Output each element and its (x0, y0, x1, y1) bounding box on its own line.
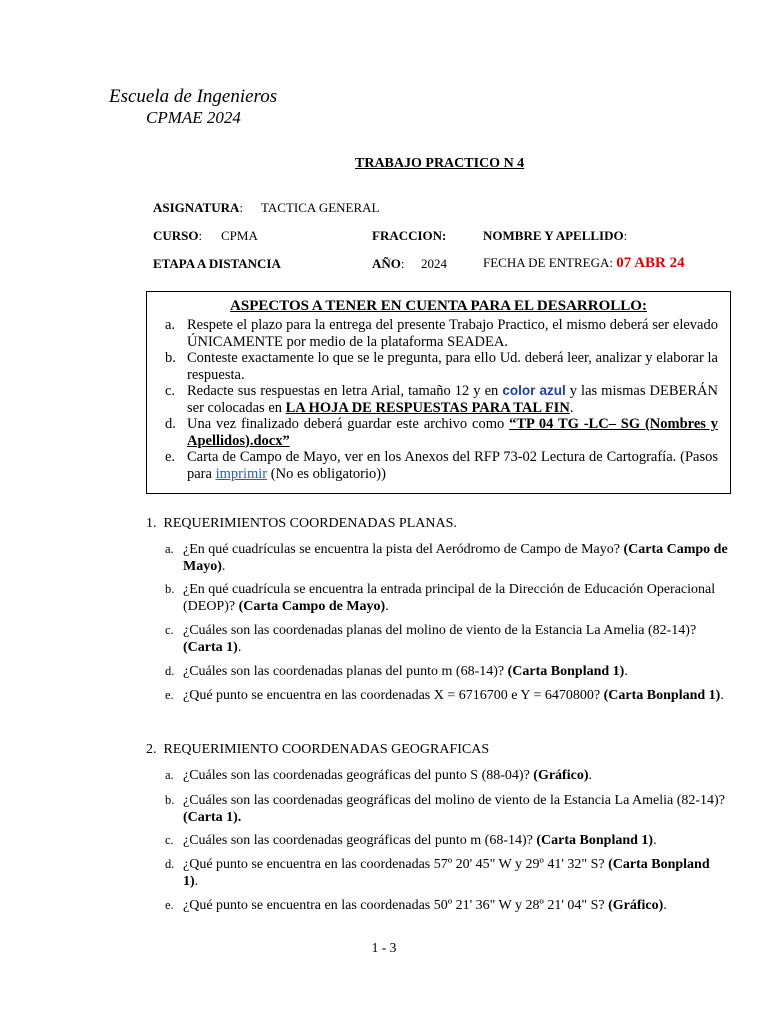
section-2-header (146, 742, 489, 758)
fecha-label: FECHA DE ENTREGA (483, 255, 610, 270)
question-reference: (Carta Bonpland 1) (507, 664, 625, 679)
item-marker: b. (165, 350, 176, 366)
item-text: Una vez finalizado deberá guardar este archivo como (187, 416, 510, 432)
page-number: 1 - 3 (371, 940, 397, 955)
question-marker: c. (165, 623, 174, 637)
asignatura-label: ASIGNATURA (153, 200, 240, 215)
section-number: 1. (146, 516, 157, 531)
item-marker: a. (165, 317, 176, 333)
question-marker: e. (165, 688, 174, 702)
question-item (165, 687, 728, 704)
blue-text: color azul (502, 383, 566, 398)
question-item (165, 897, 728, 914)
question-item (165, 856, 728, 890)
instruction-item (163, 383, 718, 416)
question-item (165, 832, 728, 849)
instructions-title: ASPECTOS A TENER EN CUENTA PARA EL DESARROLLO: (230, 298, 647, 314)
instruction-item (163, 350, 718, 383)
question-marker: a. (165, 542, 174, 556)
program-name: CPMAE 2024 (146, 108, 241, 127)
document-title: TRABAJO PRACTICO N 4 (355, 156, 525, 171)
question-text: ¿Cuáles son las coordenadas planas del punto m (68-14)? (183, 664, 508, 679)
question-marker: c. (165, 833, 174, 847)
question-suffix: . (237, 640, 242, 655)
question-suffix: . (221, 559, 226, 574)
question-suffix: . (720, 688, 724, 703)
section-number: 2. (146, 742, 157, 757)
question-reference: (Carta Bonpland 1) (536, 833, 654, 848)
question-marker: d. (165, 664, 175, 678)
question-text: ¿Cuáles son las coordenadas geográficas del punto S (88-04)? (183, 768, 534, 783)
question-item (165, 622, 728, 656)
filename-text: “TP 04 TG -LC– SG (Nombres y Apellidos).docx” (187, 416, 718, 449)
question-reference: (Carta 1) (183, 640, 238, 655)
item-text: . (569, 399, 574, 416)
item-marker: c. (165, 383, 176, 399)
question-item (165, 767, 728, 784)
question-marker: e. (165, 898, 174, 912)
anio-label: AÑO (372, 256, 401, 271)
nombre-label: NOMBRE Y APELLIDO (483, 228, 624, 243)
fraccion-label: FRACCION: (372, 228, 447, 243)
etapa-label: ETAPA A DISTANCIA (153, 256, 281, 271)
question-text: ¿Qué punto se encuentra en las coordenadas X = 6716700 e Y = 6470800? (183, 688, 604, 703)
fecha-field: FECHA DE ENTREGA: 07 ABR 24 (483, 255, 685, 271)
question-text: ¿Cuáles son las coordenadas geográficas del molino de viento de la Estancia La Amelia (82-14)? (183, 793, 725, 808)
question-text: ¿Cuáles son las coordenadas geográficas del punto m (68-14)? (183, 833, 537, 848)
fecha-value: 07 ABR 24 (616, 255, 685, 271)
section-title: REQUERIMIENTO COORDENADAS GEOGRAFICAS (163, 742, 490, 757)
question-suffix: . (385, 599, 389, 614)
question-text: ¿En qué cuadrícula se encuentra la entrada principal de la Dirección de Educación Operacional (DEOP)? (183, 582, 716, 614)
question-reference: (Carta 1). (183, 810, 242, 825)
question-text: ¿Qué punto se encuentra en las coordenadas 57º 20' 45" W y 29º 41' 32" S? (183, 857, 609, 872)
instructions-box (146, 291, 731, 494)
curso-field: CURSO: (153, 228, 203, 243)
imprimir-link[interactable]: imprimir (215, 465, 268, 482)
item-marker: e. (165, 449, 176, 465)
question-text: ¿Qué punto se encuentra en las coordenadas 50º 21' 36" W y 28º 21' 04" S? (183, 898, 609, 913)
question-marker: d. (165, 857, 175, 871)
item-text: y las mismas DEBERÁN ser colocadas en (187, 383, 718, 416)
question-reference: (Carta Bonpland 1) (183, 857, 710, 889)
item-text: Carta de Campo de Mayo, ver en los Anexos del RFP 73-02 Lectura de Cartografía. (Pasos para (187, 449, 718, 482)
section-1-header (146, 516, 457, 532)
question-item (165, 663, 728, 680)
item-text: Conteste exactamente lo que se le pregunta, para ello Ud. deberá leer, analizar y elaborar la respuesta. (187, 350, 718, 383)
question-marker: a. (165, 768, 174, 782)
curso-label: CURSO (153, 228, 199, 243)
question-text: ¿Cuáles son las coordenadas planas del molino de viento de la Estancia La Amelia (82-14)? (183, 623, 697, 638)
item-text: Redacte sus respuestas en letra Arial, tamaño 12 y en (187, 383, 503, 399)
question-reference: (Gráfico) (608, 898, 664, 913)
question-item (165, 541, 728, 575)
curso-value: CPMA (221, 228, 258, 243)
question-item (165, 792, 728, 826)
question-reference: (Gráfico) (533, 768, 589, 783)
instruction-item (163, 449, 718, 482)
question-reference: (Carta Bonpland 1) (603, 688, 721, 703)
anio-field: AÑO: (372, 256, 405, 271)
section-title: REQUERIMIENTOS COORDENADAS PLANAS. (163, 516, 457, 531)
question-suffix: . (663, 898, 667, 913)
anio-value: 2024 (421, 256, 447, 271)
instruction-item (163, 416, 718, 449)
asignatura-value: TACTICA GENERAL (261, 200, 380, 215)
item-text: Respete el plazo para la entrega del presente Trabajo Practico, el mismo deberá ser elevado ÚNICAMENTE por medio de la plataforma SEADEA. (187, 317, 718, 350)
question-suffix: . (194, 874, 199, 889)
question-marker: b. (165, 582, 175, 596)
question-suffix: . (653, 833, 657, 848)
nombre-field: NOMBRE Y APELLIDO: (483, 228, 628, 243)
question-suffix: . (588, 768, 592, 783)
question-reference: (Carta Campo de Mayo) (238, 599, 386, 614)
item-text: (No es obligatorio)) (267, 465, 386, 482)
instruction-item (163, 317, 718, 350)
question-marker: b. (165, 793, 175, 807)
question-item (165, 581, 728, 615)
item-marker: d. (165, 416, 176, 432)
instructions-list (163, 317, 718, 482)
school-name: Escuela de Ingenieros (109, 86, 278, 107)
asignatura-field: ASIGNATURA: (153, 200, 244, 215)
question-suffix: . (624, 664, 628, 679)
question-text: ¿En qué cuadrículas se encuentra la pista del Aeródromo de Campo de Mayo? (183, 542, 624, 557)
question-reference: (Carta Campo de Mayo) (183, 542, 728, 574)
bold-text: LA HOJA DE RESPUESTAS PARA TAL FIN (285, 399, 570, 416)
